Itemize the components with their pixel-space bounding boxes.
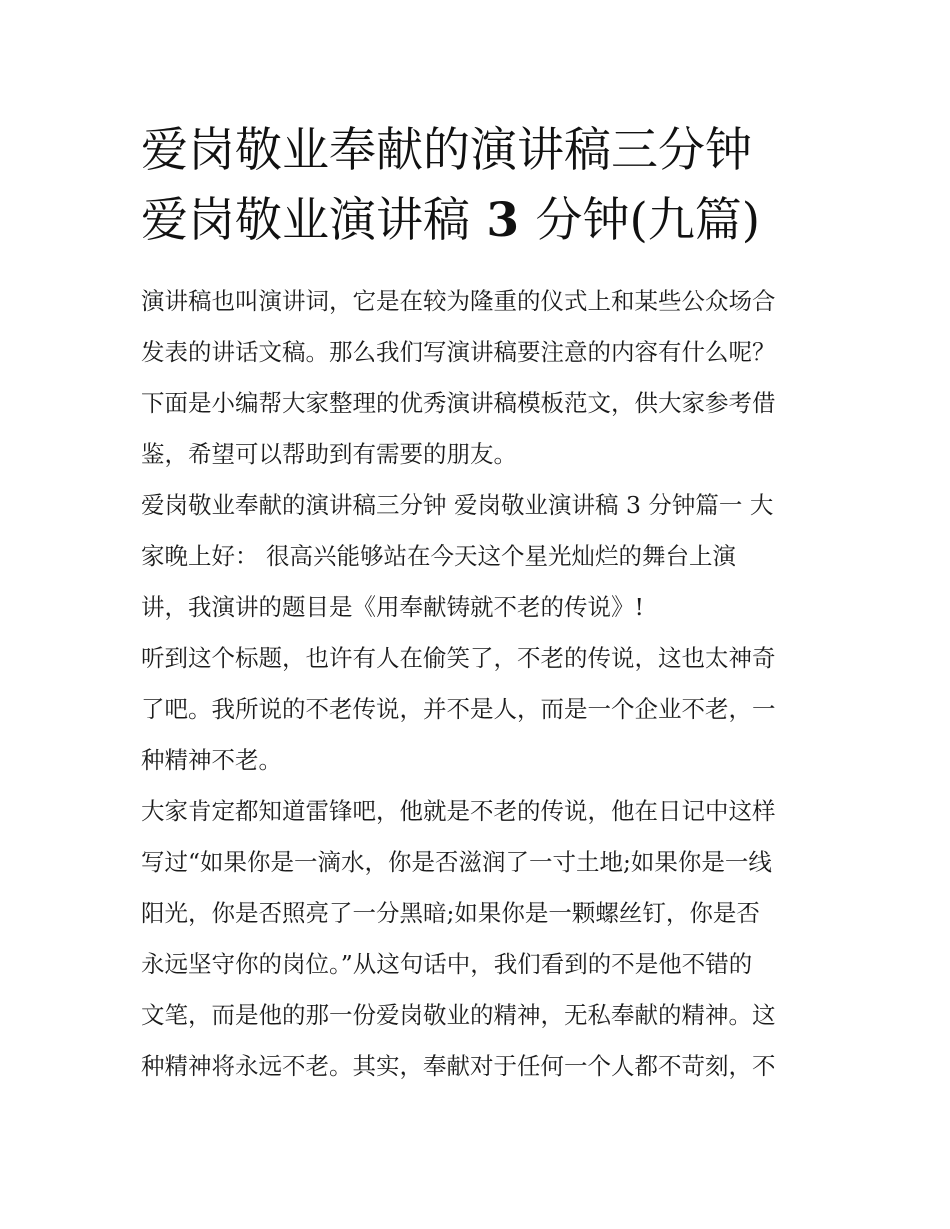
text-line: 大家肯定都知道雷锋吧，他就是不老的传说，他在日记中这样 [141,797,776,825]
text-line: 种精神不老。 [141,746,282,774]
title-line-2 [141,186,813,256]
text-line: 演讲稿也叫演讲词，它是在较为隆重的仪式上和某些公众场合 [141,287,776,315]
title-number: 3 [486,193,520,248]
title-line-2-text: 爱岗敬业演讲稿 [141,193,470,248]
text-line: 下面是小编帮大家整理的优秀演讲稿模板范文，供大家参考借 [141,389,776,417]
paragraph-legend [141,633,813,786]
paragraph-opening [141,480,813,633]
document-content [141,116,813,1092]
text-line: 家晚上好： 很高兴能够站在今天这个星光灿烂的舞台上演 [141,542,736,570]
document-title [141,116,813,256]
text-line: 文笔，而是他的那一份爱岗敬业的精神，无私奉献的精神。这 [141,1001,776,1029]
text-line: 鉴，希望可以帮助到有需要的朋友。 [141,440,517,468]
document-body [141,276,813,1092]
paragraph-intro [141,276,813,480]
text-line: 听到这个标题，也许有人在偷笑了，不老的传说，这也太神奇 [141,644,776,672]
text-line: 永远坚守你的岗位。”从这句话中，我们看到的不是他不错的 [141,950,753,978]
text-line: 发表的讲话文稿。那么我们写演讲稿要注意的内容有什么呢？ [141,338,776,366]
text-line: 阳光，你是否照亮了一分黑暗;如果你是一颗螺丝钉，你是否 [141,899,760,927]
text-line: 种精神将永远不老。其实，奉献对于任何一个人都不苛刻，不 [141,1052,776,1080]
text-line: 爱岗敬业奉献的演讲稿三分钟 爱岗敬业演讲稿 3 分钟篇一 大 [141,491,774,519]
text-line: 了吧。我所说的不老传说，并不是人，而是一个企业不老，一 [141,695,776,723]
title-line-2-suffix: 分钟(九篇) [535,193,761,248]
text-line: 讲，我演讲的题目是《用奉献铸就不老的传说》! [141,593,644,621]
title-line-1: 爱岗敬业奉献的演讲稿三分钟 [141,123,752,178]
paragraph-leifeng [141,786,813,1092]
text-line: 写过“如果你是一滴水，你是否滋润了一寸土地;如果你是一线 [141,848,772,876]
